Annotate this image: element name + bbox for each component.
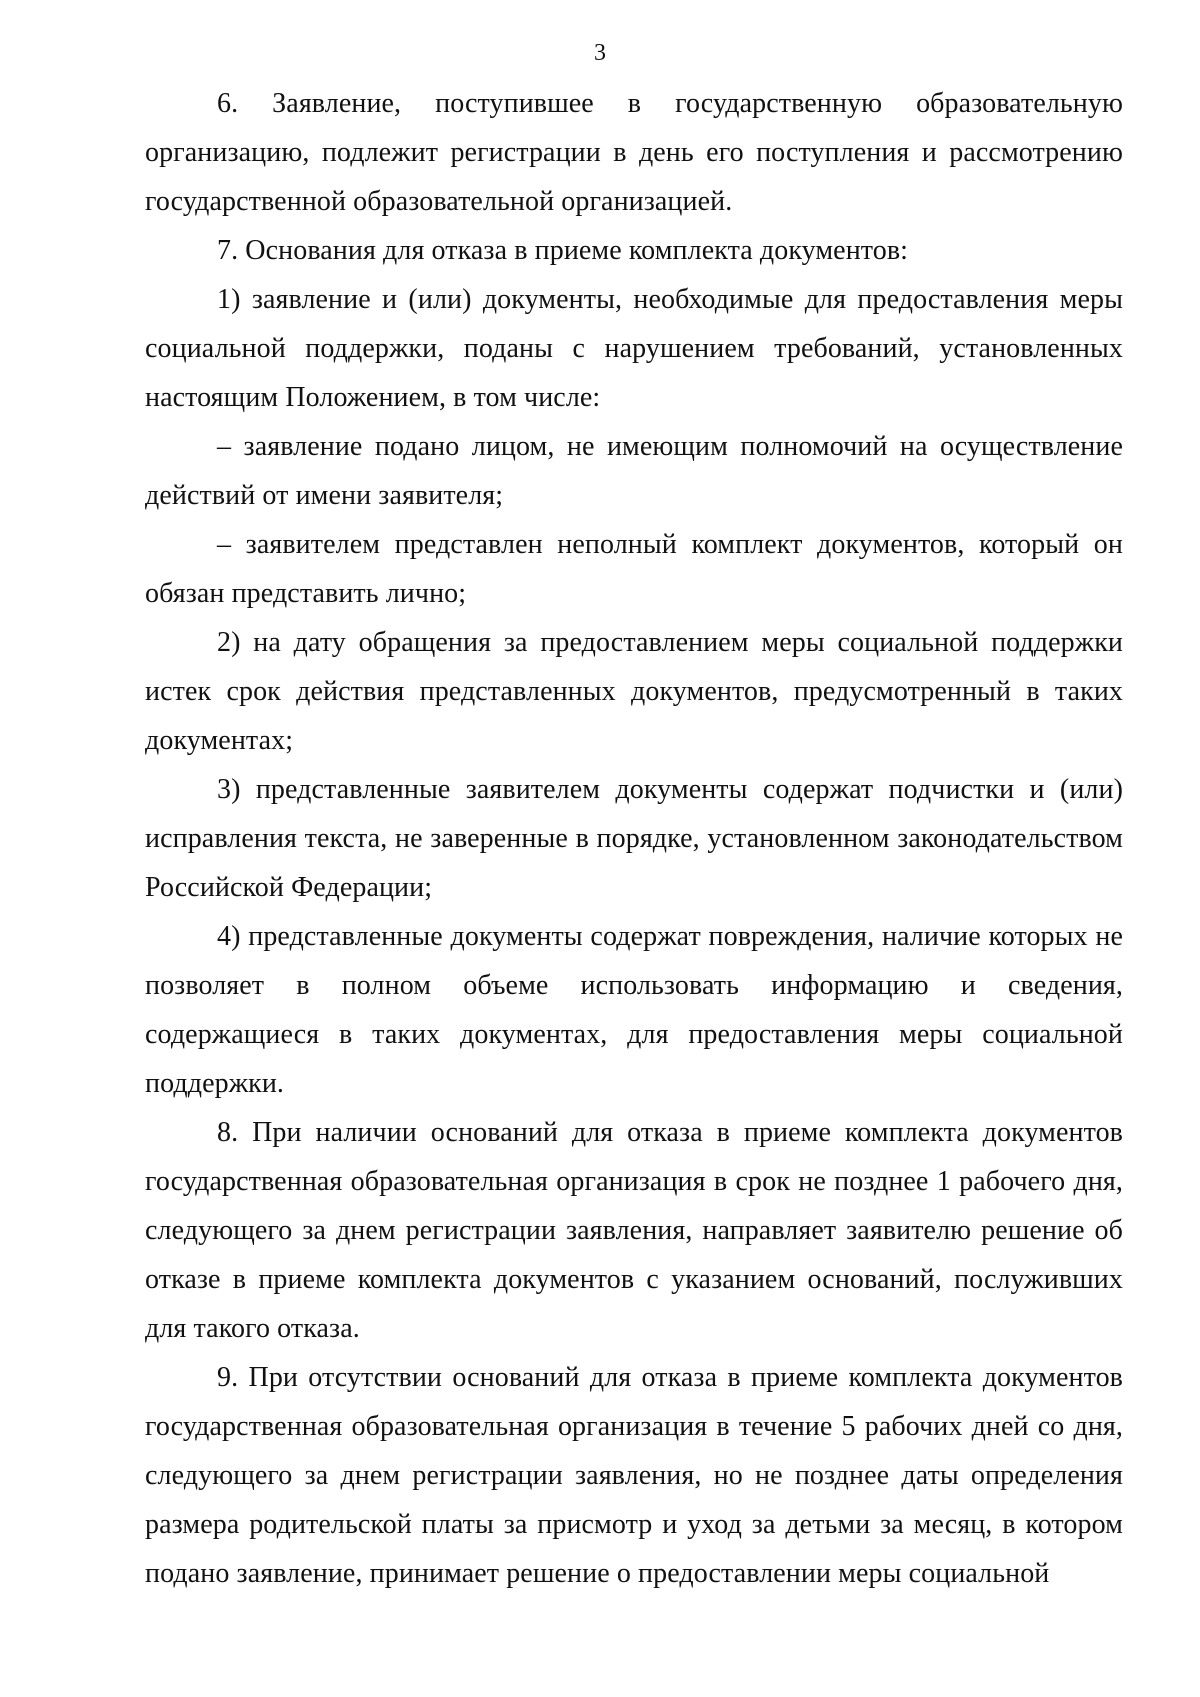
paragraph-9-provision-decision: 9. При отсутствии оснований для отказа в приеме комплекта документов государственная образовательная организация в течение 5 рабочих дней со дня, следующего за днем регистрации заявления, но не позднее даты определения размера родительской платы за присмотр и уход за детьми за месяц, в котором подано заявление, принимает решение о предоставлении меры социальной bbox=[145, 1362, 1123, 1589]
paragraph-7-item-4: 4) представленные документы содержат повреждения, наличие которых не позволяет в полном объеме использовать информацию и сведения, содержащиеся в таких документах, для предоставления меры социальной поддержки. bbox=[145, 921, 1123, 1099]
paragraph-8-refusal-decision: 8. При наличии оснований для отказа в приеме комплекта документов государственная образовательная организация в срок не позднее 1 рабочего дня, следующего за днем регистрации заявления, направляет заявителю решение об отказе в приеме комплекта документов с указанием оснований, послуживших для такого отказа. bbox=[145, 1117, 1123, 1344]
page-number: 3 bbox=[594, 40, 606, 66]
document-body bbox=[145, 79, 1123, 1598]
paragraph-7-item-1-dash-a: – заявление подано лицом, не имеющим полномочий на осуществление действий от имени заявителя; bbox=[145, 431, 1123, 511]
paragraph-7-item-3: 3) представленные заявителем документы содержат подчистки и (или) исправления текста, не заверенные в порядке, установленном законодательством Российской Федерации; bbox=[145, 774, 1123, 903]
paragraph-6-registration: 6. Заявление, поступившее в государственную образовательную организацию, подлежит регистрации в день его поступления и рассмотрению государственной образовательной организацией. bbox=[145, 88, 1123, 217]
paragraph-7-refusal-grounds: 7. Основания для отказа в приеме комплекта документов: bbox=[217, 235, 909, 266]
paragraph-7-item-2: 2) на дату обращения за предоставлением меры социальной поддержки истек срок действия представленных документов, предусмотренный в таких документах; bbox=[145, 627, 1123, 756]
paragraph-7-item-1: 1) заявление и (или) документы, необходимые для предоставления меры социальной поддержки, поданы с нарушением требований, установленных настоящим Положением, в том числе: bbox=[145, 284, 1123, 413]
paragraph-7-item-1-dash-b: – заявителем представлен неполный комплект документов, который он обязан представить лично; bbox=[145, 529, 1123, 609]
